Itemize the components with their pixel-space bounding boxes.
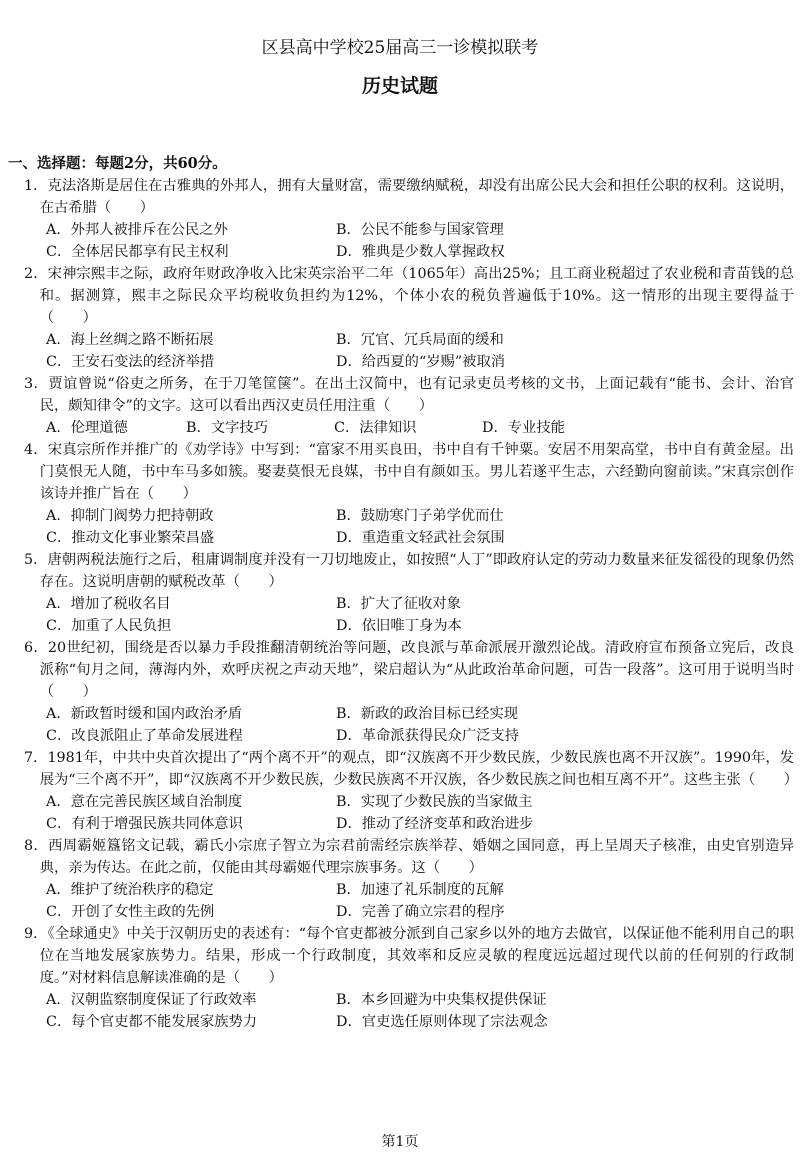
option-b: B．鼓励寒门子弟学优而仕 bbox=[336, 508, 504, 524]
question-number: 4． bbox=[24, 442, 48, 458]
option-d: D．给西夏的“岁赐”被取消 bbox=[336, 354, 506, 370]
option-c: C．每个官吏都不能发展家族势力 bbox=[46, 1014, 258, 1030]
option-d: D．革命派获得民众广泛支持 bbox=[336, 728, 520, 744]
option-d: D．依旧唯丁身为本 bbox=[336, 618, 462, 634]
page-number: 第1页 bbox=[381, 1134, 419, 1150]
option-d: D．推动了经济变革和政治进步 bbox=[336, 816, 534, 832]
question-2 bbox=[24, 263, 794, 373]
question-stem: 克法洛斯是居住在古雅典的外邦人，拥有大量财富，需要缴纳赋税，却没有出席公民大会和担任公职的权利。这说明，在古希腊（ ） bbox=[39, 178, 794, 216]
option-a: A．抑制门阀势力把持朝政 bbox=[46, 508, 214, 524]
option-c: C．全体居民都享有民主权利 bbox=[46, 244, 229, 260]
subject-title: 历史试题 bbox=[361, 75, 438, 97]
option-b: B．加速了礼乐制度的瓦解 bbox=[336, 882, 504, 898]
question-stem: 唐朝两税法施行之后，租庸调制度并没有一刀切地废止，如按照“人丁”即政府认定的劳动力数量来征发徭役的现象仍然存在。这说明唐朝的赋税改革（ ） bbox=[39, 552, 794, 590]
option-c: C．改良派阻止了革命发展进程 bbox=[46, 728, 243, 744]
option-b: B．文字技巧 bbox=[186, 420, 268, 436]
question-4 bbox=[24, 439, 794, 549]
option-c: C．有利于增强民族共同体意识 bbox=[46, 816, 243, 832]
option-a: A．意在完善民族区域自治制度 bbox=[46, 794, 243, 810]
option-a: A．增加了税收名目 bbox=[46, 596, 171, 612]
question-stem: 宋神宗熙丰之际，政府年财政净收入比宋英宗治平二年（1065年）高出25%；且工商业税超过了农业税和青苗钱的总和。据测算，熙丰之际民众平均税收负担约为12%，个体小农的税负普遍低于10%。这一情形的出现主要得益于（ ） bbox=[39, 266, 794, 326]
option-b: B．冗官、冗兵局面的缓和 bbox=[336, 332, 504, 348]
option-c: C．加重了人民负担 bbox=[46, 618, 172, 634]
question-number: 3． bbox=[24, 376, 49, 392]
exam-title: 区县高中学校25届高三一诊模拟联考 bbox=[261, 38, 539, 58]
question-number: 7． bbox=[24, 750, 48, 766]
option-b: B．扩大了征收对象 bbox=[336, 596, 461, 612]
question-number: 8． bbox=[24, 838, 49, 854]
option-d: D．完善了确立宗君的程序 bbox=[336, 904, 505, 920]
option-d: D．雅典是少数人掌握政权 bbox=[336, 244, 505, 260]
question-number: 1． bbox=[24, 178, 48, 194]
option-b: B．实现了少数民族的当家做主 bbox=[336, 794, 533, 810]
question-5 bbox=[24, 549, 794, 637]
option-a: A．外邦人被排斥在公民之外 bbox=[46, 222, 228, 238]
option-a: A．维护了统治秩序的稳定 bbox=[46, 882, 214, 898]
option-c: C．王安石变法的经济举措 bbox=[46, 354, 215, 370]
option-d: D．专业技能 bbox=[482, 420, 565, 436]
option-d: D．重造重文轻武社会氛围 bbox=[336, 530, 505, 546]
question-1 bbox=[24, 175, 794, 263]
option-a: A．汉朝监察制度保证了行政效率 bbox=[46, 992, 257, 1008]
option-b: B．本乡回避为中央集权提供保证 bbox=[336, 992, 547, 1008]
option-c: C．法律知识 bbox=[334, 420, 417, 436]
option-c: C．开创了女性主政的先例 bbox=[46, 904, 215, 920]
question-stem: 西周霸姬簋铭文记载，霸氏小宗庶子智立为宗君前需经宗族举荐、婚姻之国同意，再上呈周天子核准，由史官别造异典，亲为传达。在此之前，仅能由其母霸姬代理宗族事务。这（ ） bbox=[39, 838, 794, 876]
question-stem: 20世纪初，围绕是否以暴力手段推翻清朝统治等问题，改良派与革命派展开激烈论战。清政府宣布预备立宪后，改良派称“旬月之间，薄海内外，欢呼庆祝之声动天地”，梁启超认为“从此政治革命问题，可告一段落”。这可用于说明当时（ ） bbox=[39, 640, 794, 700]
question-3 bbox=[24, 373, 794, 439]
question-list bbox=[24, 175, 799, 1033]
option-a: A．海上丝绸之路不断拓展 bbox=[46, 332, 214, 348]
question-stem: 1981年，中共中央首次提出了“两个离不开”的观点，即“汉族离不开少数民族，少数民族也离不开汉族”。1990年，发展为“三个离不开”，即“汉族离不开少数民族，少数民族离不开汉族，各少数民族之间也相互离不开”。这些主张（ ） bbox=[39, 750, 799, 788]
option-a: A．伦理道德 bbox=[46, 420, 128, 436]
question-number: 5． bbox=[24, 552, 48, 568]
question-9 bbox=[24, 923, 794, 1033]
question-number: 6． bbox=[24, 640, 48, 656]
option-d: D．官吏选任原则体现了宗法观念 bbox=[336, 1014, 548, 1030]
section-heading: 一、选择题：每题2分，共60分。 bbox=[8, 155, 227, 172]
option-a: A．新政暂时缓和国内政治矛盾 bbox=[46, 706, 243, 722]
question-stem: 贾谊曾说“俗吏之所务，在于刀笔筐箧”。在出土汉简中，也有记录吏员考核的文书，上面记载有“能书、会计、治官民，颇知律令”的文字。这可以看出西汉吏员任用注重（ ） bbox=[39, 376, 794, 414]
question-number: 2． bbox=[24, 266, 48, 282]
question-stem: 宋真宗所作并推广的《劝学诗》中写到：“富家不用买良田，书中自有千钟粟。安居不用架高堂，书中自有黄金屋。出门莫恨无人随，书中车马多如簇。娶妻莫恨无良媒，书中自有颜如玉。男儿若遂平生志，六经勤向窗前读。”宋真宗创作该诗并推广旨在（ ） bbox=[39, 442, 794, 502]
question-number: 9． bbox=[24, 926, 48, 942]
question-6 bbox=[24, 637, 794, 747]
option-b: B．公民不能参与国家管理 bbox=[336, 222, 504, 238]
question-7 bbox=[24, 747, 799, 835]
option-c: C．推动文化事业繁荣昌盛 bbox=[46, 530, 215, 546]
question-stem: 《全球通史》中关于汉朝历史的表述有：“每个官吏都被分派到自己家乡以外的地方去做官，以保证他不能利用自己的职位在当地发展家族势力。结果，形成一个行政制度，其效率和反应灵敏的程度远远超过现代以前的任何别的行政制度。”对材料信息解读准确的是（ ） bbox=[39, 926, 794, 986]
question-8 bbox=[24, 835, 794, 923]
option-b: B．新政的政治目标已经实现 bbox=[336, 706, 519, 722]
